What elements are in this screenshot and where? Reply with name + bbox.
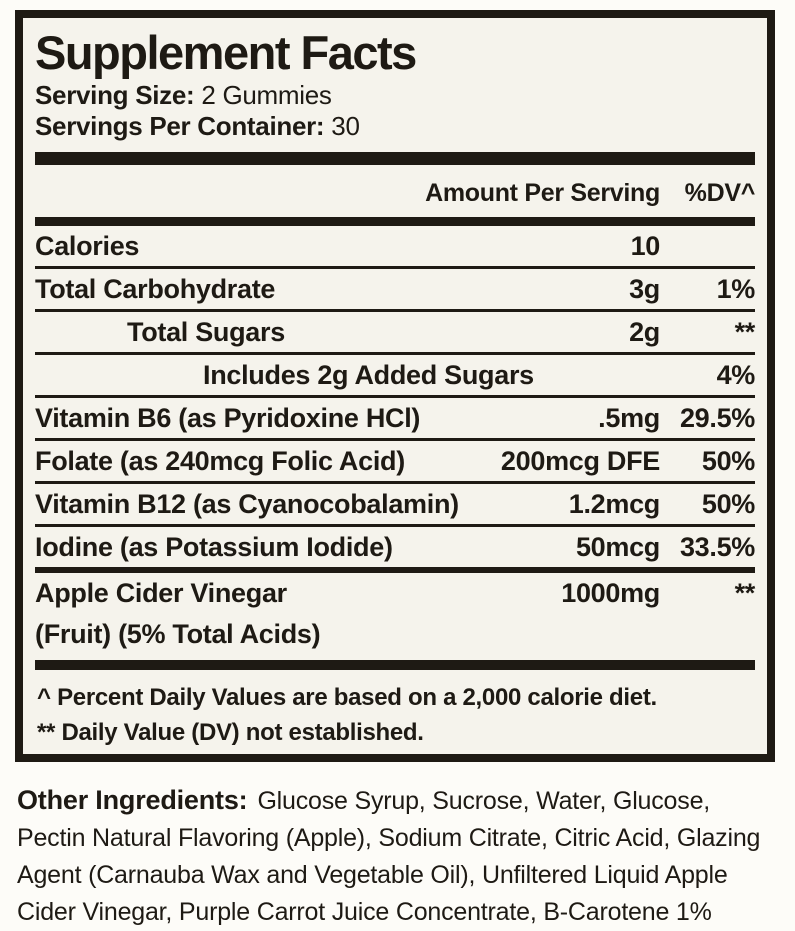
divider-header bbox=[35, 217, 755, 226]
nutrient-name: Vitamin B12 (as Cyanocobalamin) bbox=[35, 489, 459, 519]
nutrient-name: Total Carbohydrate bbox=[35, 274, 276, 304]
nutrient-name: Calories bbox=[35, 231, 140, 261]
table-row-added-sugars bbox=[35, 355, 755, 398]
servings-per-container-value: 30 bbox=[331, 111, 360, 141]
nutrient-dv: ** bbox=[734, 578, 755, 608]
divider-thick-top bbox=[35, 152, 755, 165]
nutrient-name: Vitamin B6 (as Pyridoxine HCl) bbox=[35, 403, 421, 433]
nutrient-amount: 1.2mcg bbox=[568, 489, 660, 519]
nutrient-dv: 1% bbox=[716, 274, 755, 304]
table-row-vitamin-b12 bbox=[35, 484, 755, 527]
footnote-daily-values: ^ Percent Daily Values are based on a 2,000 calorie diet. bbox=[37, 684, 657, 711]
nutrient-name: Iodine (as Potassium Iodide) bbox=[35, 532, 393, 562]
other-ingredients-section bbox=[17, 782, 782, 931]
nutrient-name: Apple Cider Vinegar bbox=[35, 578, 287, 608]
other-ingredients-label: Other Ingredients: bbox=[17, 785, 248, 815]
nutrient-dv: 50% bbox=[701, 446, 755, 476]
servings-per-container-label: Servings Per Container: bbox=[35, 111, 325, 141]
nutrient-dv: 4% bbox=[716, 360, 755, 390]
servings-per-container-row bbox=[35, 111, 755, 142]
nutrient-amount: 3g bbox=[629, 274, 660, 304]
supplement-facts-panel bbox=[15, 10, 775, 762]
nutrient-amount: 1000mg bbox=[561, 578, 660, 608]
nutrient-dv: 29.5% bbox=[679, 403, 755, 433]
footnote-dv-not-established: ** Daily Value (DV) not established. bbox=[37, 719, 424, 746]
apple-cider-vinegar-subline: (Fruit) (5% Total Acids) bbox=[35, 619, 321, 649]
amount-per-serving-header: Amount Per Serving bbox=[425, 179, 660, 207]
serving-size-value: 2 Gummies bbox=[201, 80, 332, 110]
other-ingredients-text: Glucose Syrup, Sucrose, Water, Glucose, Pectin Natural Flavoring (Apple), Sodium Citrate, Citric Acid, Glazing Agent (Carnauba Wax and Vegetable Oil), Unfiltered Liquid Apple Cider Vinegar, Purple Carrot Juice Concentrate, B-Carotene 1% bbox=[17, 787, 761, 926]
nutrient-amount: 2g bbox=[629, 317, 660, 347]
nutrient-name: Total Sugars bbox=[127, 317, 285, 347]
table-row-vitamin-b6 bbox=[35, 398, 755, 441]
nutrient-amount: .5mg bbox=[598, 403, 660, 433]
table-row-total-carbohydrate bbox=[35, 269, 755, 312]
table-header-row bbox=[35, 165, 755, 217]
panel-title: Supplement Facts bbox=[35, 26, 416, 79]
nutrient-name: Includes 2g Added Sugars bbox=[203, 360, 534, 390]
table-row-folate bbox=[35, 441, 755, 484]
nutrient-dv: 33.5% bbox=[679, 532, 755, 562]
nutrient-amount: 10 bbox=[630, 231, 660, 261]
table-row-apple-cider-vinegar bbox=[35, 573, 755, 613]
dv-header: %DV^ bbox=[684, 179, 755, 207]
nutrient-amount: 50mcg bbox=[575, 532, 660, 562]
divider-footnotes bbox=[35, 660, 755, 670]
table-row-iodine bbox=[35, 527, 755, 573]
table-row-calories bbox=[35, 226, 755, 269]
footnotes bbox=[35, 670, 755, 750]
serving-size-label: Serving Size: bbox=[35, 80, 195, 110]
table-row-total-sugars bbox=[35, 312, 755, 355]
nutrient-name: Folate (as 240mcg Folic Acid) bbox=[35, 446, 405, 476]
serving-size-row bbox=[35, 80, 755, 111]
nutrient-amount: 200mcg DFE bbox=[500, 446, 660, 476]
nutrient-dv: ** bbox=[734, 317, 755, 347]
nutrient-dv: 50% bbox=[701, 489, 755, 519]
